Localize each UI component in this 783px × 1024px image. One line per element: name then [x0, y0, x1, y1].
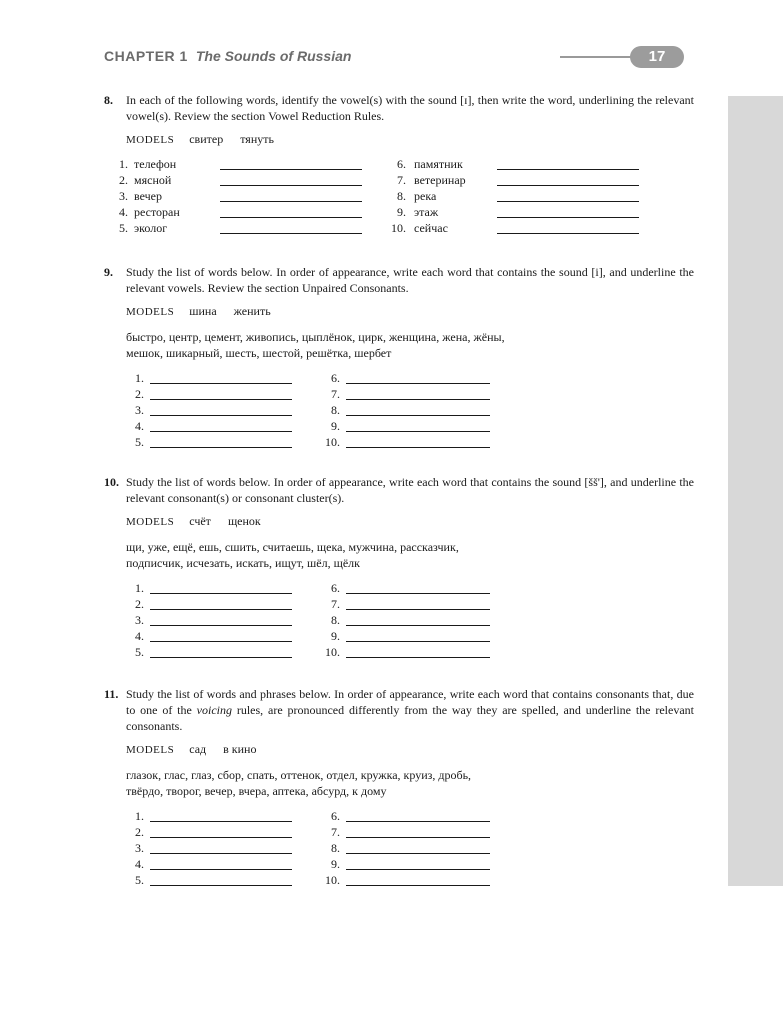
answer-blank[interactable] — [346, 629, 490, 642]
answer-blank[interactable] — [220, 173, 362, 186]
word-list: щи, уже, ещё, ешь, сшить, считаешь, щека, мужчина, рассказчик, подписчик, исчезать, искать, ищут, шёл, щёлк — [126, 540, 459, 570]
answer-grid — [104, 157, 694, 239]
chapter-title: The Sounds of Russian — [195, 48, 352, 64]
instruction-text: Study the list of words and phrases below. In order of appearance, write each word that contains consonants that, due to one of the voicing rules, are pronounced differently from the way they are spelled, and underline the relevant consonants. — [126, 687, 694, 733]
answer-grid — [104, 809, 694, 891]
list-item: 1. 6. — [104, 581, 504, 597]
answer-blank[interactable] — [497, 189, 639, 202]
answer-blank[interactable] — [150, 645, 292, 658]
list-item: 2. 7. — [104, 387, 504, 403]
answer-blank[interactable] — [497, 173, 639, 186]
answer-blank[interactable] — [150, 873, 292, 886]
answer-blank[interactable] — [150, 629, 292, 642]
list-item: 5. 10. — [104, 873, 504, 889]
list-item: 1. телефон 6. памятник — [104, 157, 694, 173]
answer-blank[interactable] — [346, 371, 490, 384]
answer-blank[interactable] — [220, 189, 362, 202]
model-word: сад — [189, 742, 207, 756]
list-item: 5. эколог 10. сейчас — [104, 221, 694, 237]
list-item: 4. ресторан 9. этаж — [104, 205, 694, 221]
answer-blank[interactable] — [150, 841, 292, 854]
models-line — [126, 132, 694, 147]
exercise-11 — [104, 686, 694, 891]
models-label: MODELS — [126, 134, 175, 146]
model-word: щенок — [227, 514, 261, 528]
list-item: 3. 8. — [104, 613, 504, 629]
answer-blank[interactable] — [346, 435, 490, 448]
answer-blank[interactable] — [150, 857, 292, 870]
exercise-number: 10. — [104, 475, 119, 489]
answer-blank[interactable] — [220, 157, 362, 170]
exercise-10 — [104, 474, 694, 663]
list-item: 5. 10. — [104, 645, 504, 661]
answer-grid — [104, 581, 694, 663]
answer-blank[interactable] — [220, 221, 362, 234]
exercise-number: 9. — [104, 265, 113, 279]
answer-blank[interactable] — [346, 809, 490, 822]
answer-blank[interactable] — [150, 809, 292, 822]
exercise-8 — [104, 92, 694, 239]
list-item: 4. 9. — [104, 419, 504, 435]
answer-blank[interactable] — [150, 419, 292, 432]
answer-blank[interactable] — [346, 841, 490, 854]
answer-blank[interactable] — [346, 825, 490, 838]
answer-blank[interactable] — [346, 873, 490, 886]
list-item: 2. 7. — [104, 597, 504, 613]
list-item: 5. 10. — [104, 435, 504, 451]
list-item: 1. 6. — [104, 809, 504, 825]
answer-blank[interactable] — [346, 857, 490, 870]
models-label: MODELS — [126, 744, 175, 756]
models-line — [126, 304, 694, 319]
answer-blank[interactable] — [346, 597, 490, 610]
answer-blank[interactable] — [150, 825, 292, 838]
answer-grid — [104, 371, 694, 453]
answer-blank[interactable] — [150, 387, 292, 400]
answer-blank[interactable] — [150, 435, 292, 448]
side-tab — [728, 96, 783, 886]
answer-blank[interactable] — [346, 419, 490, 432]
header-rule — [560, 56, 640, 58]
answer-blank[interactable] — [220, 205, 362, 218]
answer-blank[interactable] — [497, 157, 639, 170]
models-label: MODELS — [126, 516, 175, 528]
list-item: 4. 9. — [104, 857, 504, 873]
list-item: 1. 6. — [104, 371, 504, 387]
answer-blank[interactable] — [346, 581, 490, 594]
list-item: 2. мясной 7. ветеринар — [104, 173, 694, 189]
model-word: женить — [233, 304, 271, 318]
model-word: в кино — [223, 742, 257, 756]
answer-blank[interactable] — [346, 403, 490, 416]
models-line — [126, 742, 694, 757]
answer-blank[interactable] — [497, 221, 639, 234]
answer-blank[interactable] — [150, 371, 292, 384]
answer-blank[interactable] — [346, 387, 490, 400]
answer-blank[interactable] — [150, 581, 292, 594]
list-item: 3. 8. — [104, 403, 504, 419]
list-item: 2. 7. — [104, 825, 504, 841]
exercise-number: 8. — [104, 93, 113, 107]
models-label: MODELS — [126, 306, 175, 318]
exercise-instruction — [104, 264, 694, 296]
instruction-text: In each of the following words, identify the vowel(s) with the sound [ɪ], then write the word, underlining the relevant vowel(s). Review the section Vowel Reduction Rules. — [126, 93, 694, 123]
answer-blank[interactable] — [346, 645, 490, 658]
exercise-instruction — [104, 474, 694, 506]
models-line — [126, 514, 694, 529]
exercise-instruction — [104, 686, 694, 734]
list-item: 3. 8. — [104, 841, 504, 857]
word-list: глазок, глаc, глаз, сбор, спать, оттенок, отдел, кружка, круиз, дробь, твёрдо, творог, вечер, вчера, аптека, абсурд, к дому — [126, 768, 472, 798]
exercise-9 — [104, 264, 694, 453]
model-word: шина — [189, 304, 217, 318]
model-word: счёт — [189, 514, 211, 528]
list-item: 3. вечер 8. река — [104, 189, 694, 205]
page-number: 17 — [630, 46, 684, 68]
answer-blank[interactable] — [150, 597, 292, 610]
model-word: тянуть — [240, 132, 274, 146]
answer-blank[interactable] — [346, 613, 490, 626]
word-list: быстро, центр, цемент, живопись, цыплёнок, цирк, женщина, жена, жёны, мешок, шикарный, шесть, шестой, решётка, шербет — [126, 330, 505, 360]
instruction-text: Study the list of words below. In order of appearance, write each word that contains the sound [šš'], and underline the relevant consonant(s) or consonant cluster(s). — [126, 475, 694, 505]
exercise-number: 11. — [104, 687, 119, 701]
chapter-heading — [104, 48, 351, 64]
answer-blank[interactable] — [150, 613, 292, 626]
exercise-instruction — [104, 92, 694, 124]
instruction-text: Study the list of words below. In order of appearance, write each word that contains the sound [i], and underline the relevant vowels. Review the section Unpaired Consonants. — [126, 265, 694, 295]
answer-blank[interactable] — [150, 403, 292, 416]
chapter-label: CHAPTER 1 — [104, 48, 188, 64]
page-header — [0, 44, 783, 70]
list-item: 4. 9. — [104, 629, 504, 645]
answer-blank[interactable] — [497, 205, 639, 218]
model-word: свитер — [189, 132, 224, 146]
